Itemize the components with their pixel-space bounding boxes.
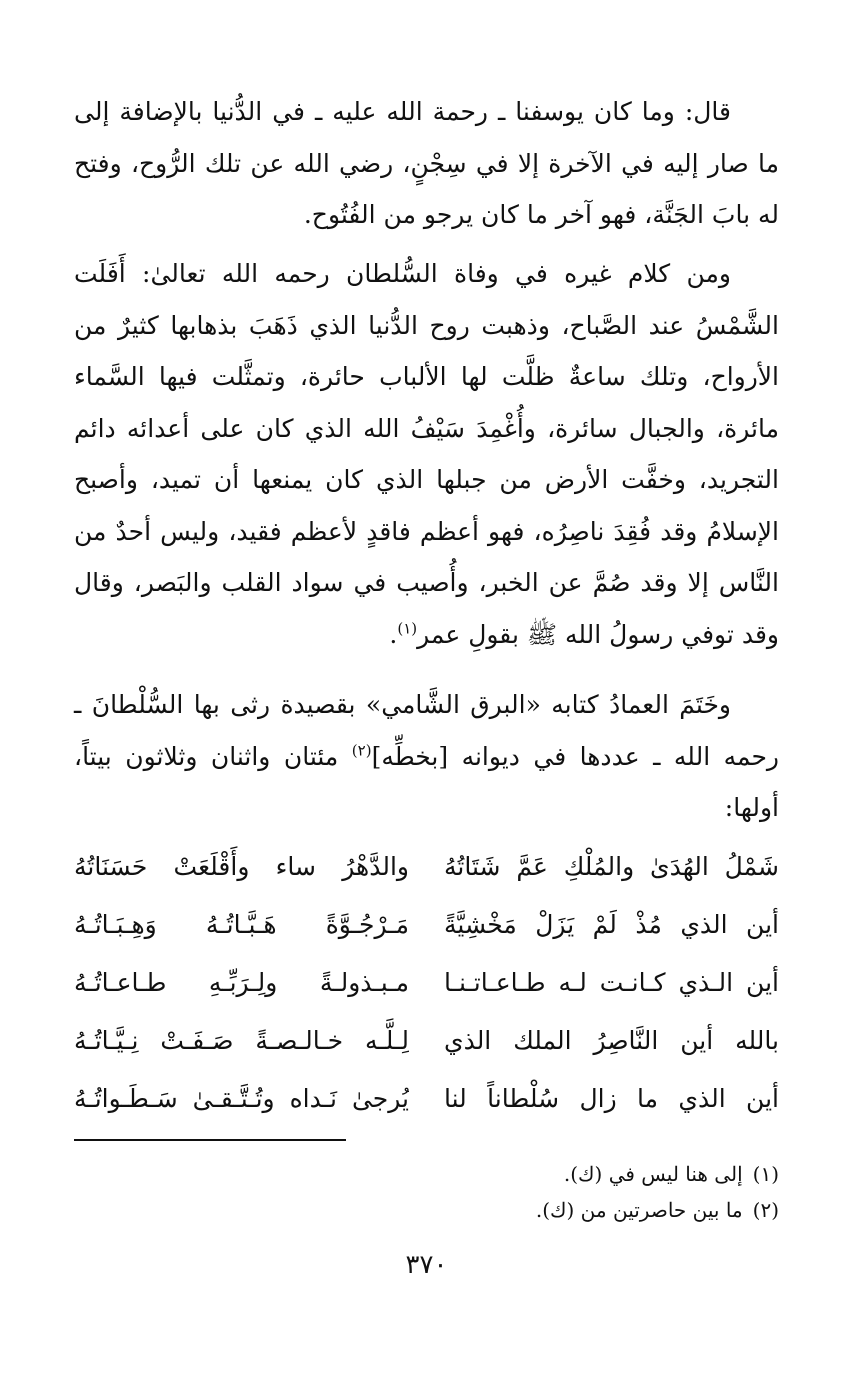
verse-second-hemistich: لِـلَّـه خـالـصـةً صَـفَـتْ نِـيَّـاتُـهُ [74, 1026, 409, 1055]
page-number: ٣٧٠ [405, 1250, 448, 1280]
verse-second-hemistich: يُرجىٰ نَـداه وتُـتَّـقـىٰ سَـطَـواتُـهُ [74, 1084, 409, 1113]
footnote-number: (١) [752, 1162, 779, 1186]
poem-verse [74, 896, 779, 954]
paragraph-3-end: مئتان واثنان وثلاثون بيتاً، أولها: [74, 741, 779, 822]
footnotes [74, 1156, 779, 1228]
paragraph-1-text: قال: وما كان يوسفنا ـ رحمة الله عليه ـ في الدُّنيا بالإضافة إلى ما صار إليه في الآخرة إلا في سِجْنٍ، رضي الله عن تلك الرُّوح، وفتح له بابَ الجَنَّة، فهو آخر ما كان يرجو من الفُتُوح. [74, 97, 779, 229]
footnote-ref-1: (١) [397, 619, 418, 638]
paragraph-1 [74, 86, 779, 241]
poem-verse [74, 954, 779, 1012]
paragraph-2-text: ومن كلام غيره في وفاة السُّلطان رحمه الله تعالىٰ: أَفَلَت الشَّمْسُ عند الصَّباح، وذهبت روح الدُّنيا الذي ذَهَبَ بذهابها كثيرٌ من الأرواح، وتلك ساعةٌ ظلَّت لها الألباب حائرة، وتمثَّلت فيها السَّماء مائرة، والجبال سائرة، وأُغْمِدَ سَيْفُ الله الذي كان على أعدائه دائم التجريد، وخفَّت الأرض من جبلها الذي كان يمنعها أن تميد، وأصبح الإسلامُ وقد فُقِدَ ناصِرُه، فهو أعظم فاقدٍ لأعظم فقيد، وليس أحدٌ من النَّاس إلا وقد صُمَّ عن الخبر، وأُصيب في سواد القلب والبَصر، وقال وقد توفي رسولُ الله ﷺ بقولِ عمر [74, 259, 779, 649]
paragraph-2-end: . [389, 619, 398, 649]
footnote-number: (٢) [752, 1198, 779, 1222]
poem-verse [74, 838, 779, 896]
footnote-1 [74, 1156, 779, 1192]
poem-verse [74, 1070, 779, 1128]
footnote-divider [74, 1139, 346, 1141]
poem [74, 838, 779, 1128]
verse-first-hemistich: أين الـذي كـانـت لـه طـاعـاتـنـا [444, 968, 779, 997]
verse-first-hemistich: بالله أين النَّاصِرُ الملك الذي [444, 1026, 779, 1055]
footnote-ref-2: (٢) [351, 741, 372, 760]
verse-first-hemistich: أين الذي مُذْ لَمْ يَزَلْ مَخْشِيَّةً [444, 910, 779, 939]
paragraph-3 [74, 679, 779, 834]
verse-first-hemistich: أين الذي ما زال سُلْطاناً لنا [444, 1084, 779, 1113]
poem-verse [74, 1012, 779, 1070]
verse-first-hemistich: شَمْلُ الهُدَىٰ والمُلْكِ عَمَّ شَتَاتُهُ [444, 852, 779, 881]
verse-second-hemistich: مَـرْجُـوَّةً هَـبَّـاتُـهُ وَهِـبَـاتُـهُ [74, 910, 409, 939]
footnote-text: ما بين حاصرتين من (ك). [535, 1198, 743, 1222]
verse-second-hemistich: مـبـذولـةً ولِـرَبِّـهِ طـاعـاتُـهُ [74, 968, 409, 997]
footnote-text: إلى هنا ليس في (ك). [563, 1162, 743, 1186]
footnote-2 [74, 1192, 779, 1228]
paragraph-2 [74, 248, 779, 660]
paragraph-3-text: وخَتَمَ العمادُ كتابه «البرق الشَّامي» بقصيدة رثى بها السُّلْطانَ ـ رحمه الله ـ عددها في ديوانه [بخطِّه] [74, 690, 780, 771]
verse-second-hemistich: والدَّهْرُ ساء وأَقْلَعَتْ حَسَنَاتُهُ [74, 852, 409, 881]
book-page [74, 86, 779, 1326]
